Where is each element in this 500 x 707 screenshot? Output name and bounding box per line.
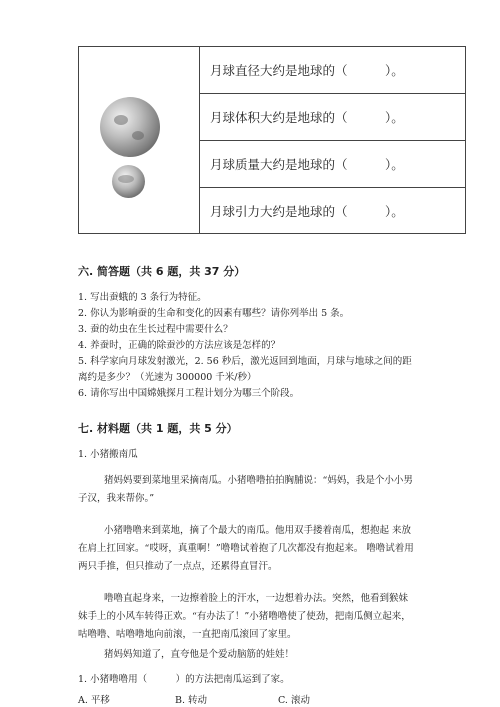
story-paragraph-text: 小猪噜噜来到菜地，摘了个最大的南瓜。他用双手搂着南瓜，想抱起 来放在肩上扛回家。“哎呀，真重啊！”噜噜试着抱了几次都没有抱起来。 噜噜试着用两只手推，但只推动了一点点，还累得直冒汗。 (78, 525, 414, 572)
question-item-continued: 离约是多少？（光速为 300000 千米/秒） (78, 372, 257, 383)
question-item: 3. 蚕的幼虫在生长过程中需要什么？ (78, 324, 233, 335)
table-row: 月球体积大约是地球的（ ）。 (200, 94, 465, 141)
option-b: B. 转动 (175, 695, 208, 706)
comparison-table (78, 46, 466, 234)
table-row: 月球直径大约是地球的（ ）。 (200, 47, 465, 94)
image-cell (79, 47, 200, 233)
question-item: 5. 科学家向月球发射激光，2. 56 秒后，激光返回到地面，月球与地球之间的距 (78, 356, 412, 367)
moon-image (100, 97, 160, 157)
story-paragraph-text: 猪妈妈知道了，直夸他是个爱动脑筋的娃娃！ (104, 649, 295, 660)
material-title: 1. 小猪搬南瓜 (78, 449, 138, 460)
question-item: 1. 写出蚕蛾的 3 条行为特征。 (78, 292, 207, 303)
story-paragraph (78, 590, 414, 644)
story-paragraph (78, 522, 414, 576)
story-paragraph (78, 646, 414, 664)
story-paragraph-text: 猪妈妈要到菜地里采摘南瓜。小猪噜噜拍拍胸脯说：“妈妈，我是个小小男子汉，我来帮你。” (78, 475, 413, 504)
table-row: 月球引力大约是地球的（ ）。 (210, 204, 404, 219)
story-paragraph-text: 噜噜直起身来，一边擦着脸上的汗水，一边想着办法。突然，他看到猴妹妹手上的小风车转得正欢。“有办法了！”小猪噜噜使了使劲，把南瓜侧立起来，咕噜噜、咕噜噜地向前滚，一直把南瓜滚回了家里。 (78, 593, 411, 640)
question-item: 2. 你认为影响蚕的生命和变化的因素有哪些？请你列举出 5 条。 (78, 308, 350, 319)
table-row: 月球质量大约是地球的（ ）。 (200, 141, 465, 188)
section-6-heading: 六. 简答题（共 6 题，共 37 分） (78, 265, 246, 278)
earth-image (112, 165, 145, 198)
option-a: A. 平移 (78, 695, 110, 706)
story-paragraph (78, 472, 414, 508)
option-c: C. 滚动 (278, 695, 310, 706)
material-question: 1. 小猪噜噜用（ ）的方法把南瓜运到了家。 (78, 674, 290, 685)
question-item: 6. 请你写出中国嫦娥探月工程计划分为哪三个阶段。 (78, 388, 300, 399)
question-item: 4. 养蚕时，正确的除蚕沙的方法应该是怎样的？ (78, 340, 281, 351)
section-7-heading: 七. 材料题（共 1 题，共 5 分） (78, 422, 238, 435)
